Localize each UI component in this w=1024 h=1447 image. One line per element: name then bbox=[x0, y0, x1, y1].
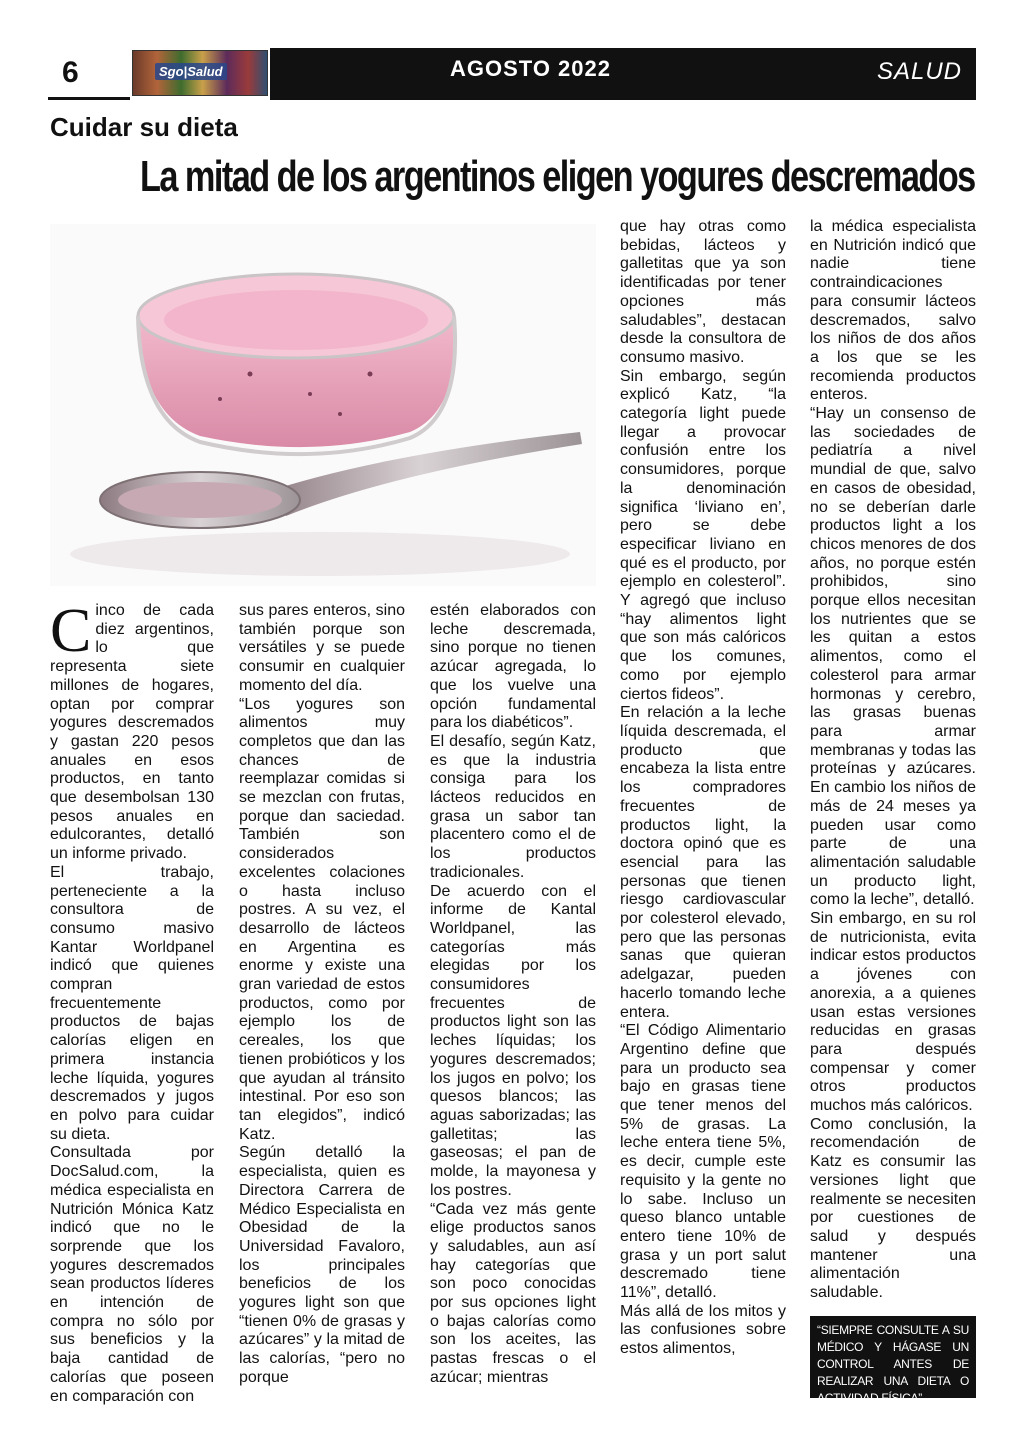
article-column-2 bbox=[239, 602, 405, 1388]
paragraph: El trabajo, perteneciente a la consultora de consumo masivo Kantar Worldpanel indicó que quienes compran frecuentemente productos de bajas calorías eligen en primera instancia leche líquida, yogures descremados y jugos en polvo para cuidar su dieta. bbox=[50, 863, 214, 1143]
paragraph: que hay otras como bebidas, lácteos y galletitas que ya son identificadas por tener opciones más saludables”, destacan desde la consultora de consumo masivo. bbox=[620, 218, 786, 366]
page-number: 6 bbox=[62, 56, 79, 89]
paragraph: El desafío, según Katz, es que la industria consiga para los lácteos reducidos en grasa un sabor tan placentero como el de los productos tradicionales. bbox=[430, 732, 596, 881]
paragraph: “Cada vez más gente elige productos sanos y saludables, aun así hay categorías que son poco conocidas por sus opciones light o bajas calorías como son los aceites, las pastas frescas o el azúcar; mientras bbox=[430, 1200, 596, 1386]
paragraph: Sin embargo, en su rol de nutricionista, evita indicar estos productos a jóvenes con anorexia, a a quienes usan estas versiones reducidas en grasas para después compensar y comer otros productos muchos más calóricos. bbox=[810, 910, 976, 1115]
paragraph: Sin embargo, según explicó Katz, “la categoría light puede llegar a provocar confusión entre los consumidores, porque la denominación significa ‘liviano en’, pero se debe especificar liviano en qué es el producto, por ejemplo en colesterol”. Y agregó que incluso “hay alimentos light que son más calóricos que los comunes, como por ejemplo ciertos fideos”. bbox=[620, 367, 786, 703]
paragraph: Consultada por DocSalud.com, la médica especialista en Nutrición Mónica Katz indicó que no le sorprende que los yogures descremados sean productos líderes en intención de compra no sólo por sus beneficios y la baja cantidad de calorías que poseen en comparación con bbox=[50, 1144, 214, 1405]
article-column-1 bbox=[50, 597, 214, 1406]
logo-text: Sgo|Salud bbox=[155, 63, 227, 80]
paragraph: estén elaborados con leche descremada, sino porque no tienen azúcar agregada, lo que los vuelve una opción fundamental para los diabéticos”. bbox=[430, 602, 596, 732]
paragraph: “Los yogures son alimentos muy completos que dan las chances de reemplazar comidas si se mezclan con frutas, porque dan saciedad. También son considerados excelentes colaciones o hasta incluso postres. A su vez, el desarrollo de lácteos en Argentina es enorme y existe una gran variedad de estos productos, como por ejemplo los de cereales, los que tienen probióticos y los que ayudan al tránsito intestinal. Por eso son tan elegidos”, indicó Katz. bbox=[239, 695, 405, 1143]
page-number-box bbox=[48, 48, 130, 100]
drop-cap: C bbox=[50, 597, 92, 665]
article-column-5 bbox=[810, 218, 976, 1303]
paragraph: “El Código Alimentario Argentino define que para un producto sea bajo en grasas tiene que tener menos del 5% de grasas. La leche entera tiene 5%, es decir, cumple este requisito y la gente no lo sabe. Incluso un queso blanco untable entero tiene 10% de grasa y un port salut descremado tiene 11%”, detalló. bbox=[620, 1022, 786, 1302]
section-name: SALUD bbox=[876, 58, 962, 85]
paragraph: la médica especialista en Nutrición indicó que nadie tiene contraindicaciones para consumir lácteos descremados, salvo los niños de dos años a los que se les recomienda productos enteros. bbox=[810, 218, 976, 404]
publication-logo bbox=[132, 50, 268, 96]
advice-callout: “SIEMPRE CONSULTE A SU MÉDICO Y HÁGASE UN CONTROL ANTES DE REALIZAR UNA DIETA O ACTIVIDAD FÍSICA” bbox=[810, 1316, 976, 1398]
paragraph: Según detalló la especialista, quien es Directora Carrera de Médico Especialista en Obesidad de la Universidad Favaloro, los principales beneficios de los yogures light son que “tienen 0% de grasas y azúcares” y la mitad de las calorías, “pero no porque bbox=[239, 1144, 405, 1386]
yogurt-photo bbox=[50, 224, 596, 586]
article-headline: La mitad de los argentinos eligen yogures descremados bbox=[140, 152, 975, 201]
paragraph: Más allá de los mitos y las confusiones sobre estos alimentos, bbox=[620, 1302, 786, 1358]
paragraph: En relación a la leche líquida descremada, el producto que encabeza la lista entre los compradores frecuentes de productos light, la doctora opinó que es esencial para las personas que tienen riesgo cardiovascular por colesterol elevado, pero que las personas sanas que quieran adelgazar, pueden hacerlo tomando leche entera. bbox=[620, 704, 786, 1021]
paragraph: sus pares enteros, sino también porque son versátiles y se puede consumir en cualquier momento del día. bbox=[239, 602, 405, 694]
page-header bbox=[48, 48, 976, 100]
paragraph: Como conclusión, la recomendación de Katz es consumir las versiones light que realmente se necesiten por cuestiones de salud y después mantener una alimentación saludable. bbox=[810, 1115, 976, 1302]
article-column-3 bbox=[430, 602, 596, 1388]
paragraph: De acuerdo con el informe de Kantal Worldpanel, las categorías más elegidas por los consumidores frecuentes de productos light son las leches líquidas; los yogures descremados; los jugos en polvo; los quesos blancos; las aguas saborizadas; las galletitas; las gaseosas; el pan de molde, la mayonesa y los postres. bbox=[430, 882, 596, 1199]
article-column-4 bbox=[620, 218, 786, 1359]
header-bar bbox=[270, 48, 976, 100]
issue-date: AGOSTO 2022 bbox=[450, 56, 611, 81]
lead-paragraph: Cinco de cada diez argentinos, lo que representa siete millones de hogares, optan por comprar yogures descremados y gastan 220 pesos anuales en esos productos, en tanto que desembolsan 130 pesos anuales en edulcorantes, detalló un informe privado. bbox=[50, 597, 214, 863]
article-kicker: Cuidar su dieta bbox=[50, 112, 238, 142]
paragraph: “Hay un consenso de las sociedades de pediatría a nivel mundial de que, salvo en casos de obesidad, no se deberían darle productos light a los chicos menores de dos años, no porque estén prohibidos, sino porque ellos necesitan los nutrientes que se les quitan a estos alimentos, como el colesterol para armar hormonas y cerebro, las grasas buenas para armar membranas y todas las proteínas y azúcares. En cambio los niños de más de 24 meses ya pueden usar como parte de una alimentación saludable un producto light, como la leche”, detalló. bbox=[810, 405, 976, 909]
yogurt-bowl-spoon-icon bbox=[50, 224, 596, 586]
